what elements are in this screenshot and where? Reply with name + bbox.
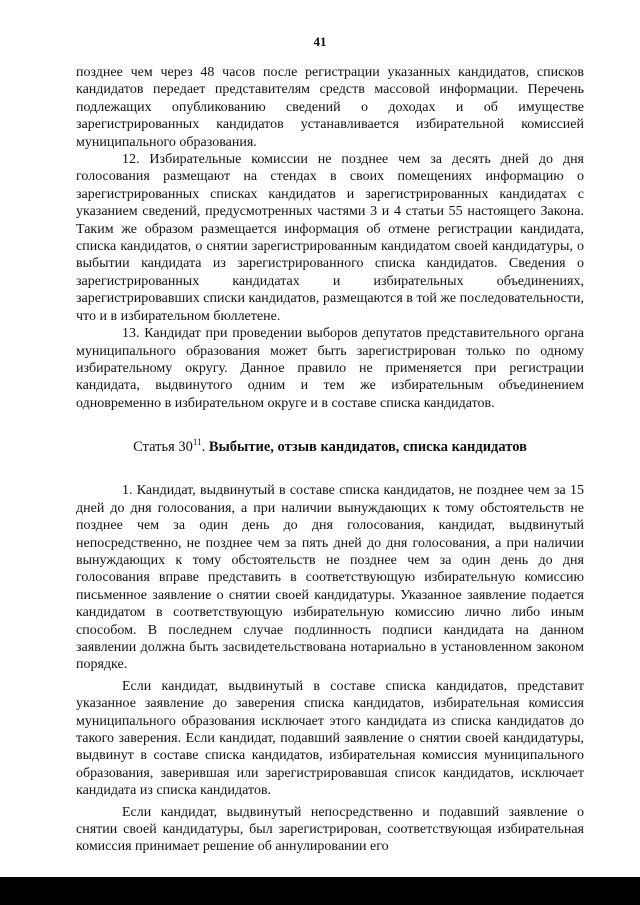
scan-bottom-border — [0, 877, 640, 905]
paragraph-continued: позднее чем через 48 часов после регистрации указанных кандидатов, списков кандидатов передает представителям средств массовой информации. Перечень подлежащих опубликованию сведений о доходах и об имуществе зарегистрированных кандидатов устанавливается избирательной комиссией муниципального образования. — [76, 65, 584, 150]
paragraph-12: 12. Избирательные комиссии не позднее чем за десять дней до дня голосования размещают на стендах в своих помещениях информацию о зарегистрированных списках кандидатов и зарегистрированных кандидатах с указанием сведений, предусмотренных частями 3 и 4 статьи 55 настоящего Закона. Таким же образом размещается информация об отмене регистрации кандидата, списка кандидатов, о снятии зарегистрированным кандидатом своей кандидатуры, о выбытии кандидата из зарегистрированного списка кандидатов. Сведения о зарегистрированных кандидатах и избирательных объединениях, зарегистрировавших списки кандидатов, размещаются в той же последовательности, что и в избирательном бюллетене. — [76, 152, 584, 324]
page-number: 41 — [313, 34, 327, 49]
paragraph-13: 13. Кандидат при проведении выборов депутатов представительного органа муниципального образования может быть зарегистрирован только по одному избирательному округу. Данное правило не применяется при регистрации кандидата, выдвинутого одним и тем же избирательным объединением одновременно в избирательном округе и в составе списка кандидатов. — [76, 326, 584, 411]
article-title: Выбытие, отзыв кандидатов, списка кандидатов — [208, 438, 527, 455]
article-number: Статья $30^{11}$. — [133, 437, 206, 455]
paragraph-1: 1. Кандидат, выдвинутый в составе списка кандидатов, не позднее чем за 15 дней до дня голосования, а при наличии вынуждающих к тому обстоятельств не позднее чем за один день до дня голосования, кандидат, выдвинутый непосредственно, не позднее чем за пять дней до дня голосования, а при наличии вынуждающих к тому обстоятельств не позднее чем за один день до дня голосования вправе представить в соответствующую избирательную комиссию письменное заявление о снятии своей кандидатуры. Указанное заявление подается кандидатом в соответствующую избирательную комиссию лично либо иным способом. В последнем случае подлинность подписи кандидата на данном заявлении должна быть засвидетельствована нотариально в установленном законом порядке. — [76, 483, 584, 673]
document-body — [76, 64, 584, 856]
paragraph-1-cont-a: Если кандидат, выдвинутый в составе списка кандидатов, представит указанное заявление до заверения списка кандидатов, избирательная комиссия муниципального образования исключает этого кандидата из списка кандидатов до такого заверения. Если кандидат, подавший заявление о снятии своей кандидатуры, выдвинут в составе списка кандидатов, избирательная комиссия муниципального образования, заверившая или зарегистрировавшая список кандидатов, исключает кандидата из списка кандидатов. — [76, 678, 584, 799]
article-prefix: Статья 30 — [133, 438, 193, 455]
article-heading — [76, 434, 584, 456]
article-superscript: 11 — [192, 437, 202, 448]
paragraph-1-cont-b: Если кандидат, выдвинутый непосредственно и подавший заявление о снятии своей кандидатуры, был зарегистрирован, соответствующая избирательная комиссия принимает решение об аннулировании его — [76, 804, 584, 855]
